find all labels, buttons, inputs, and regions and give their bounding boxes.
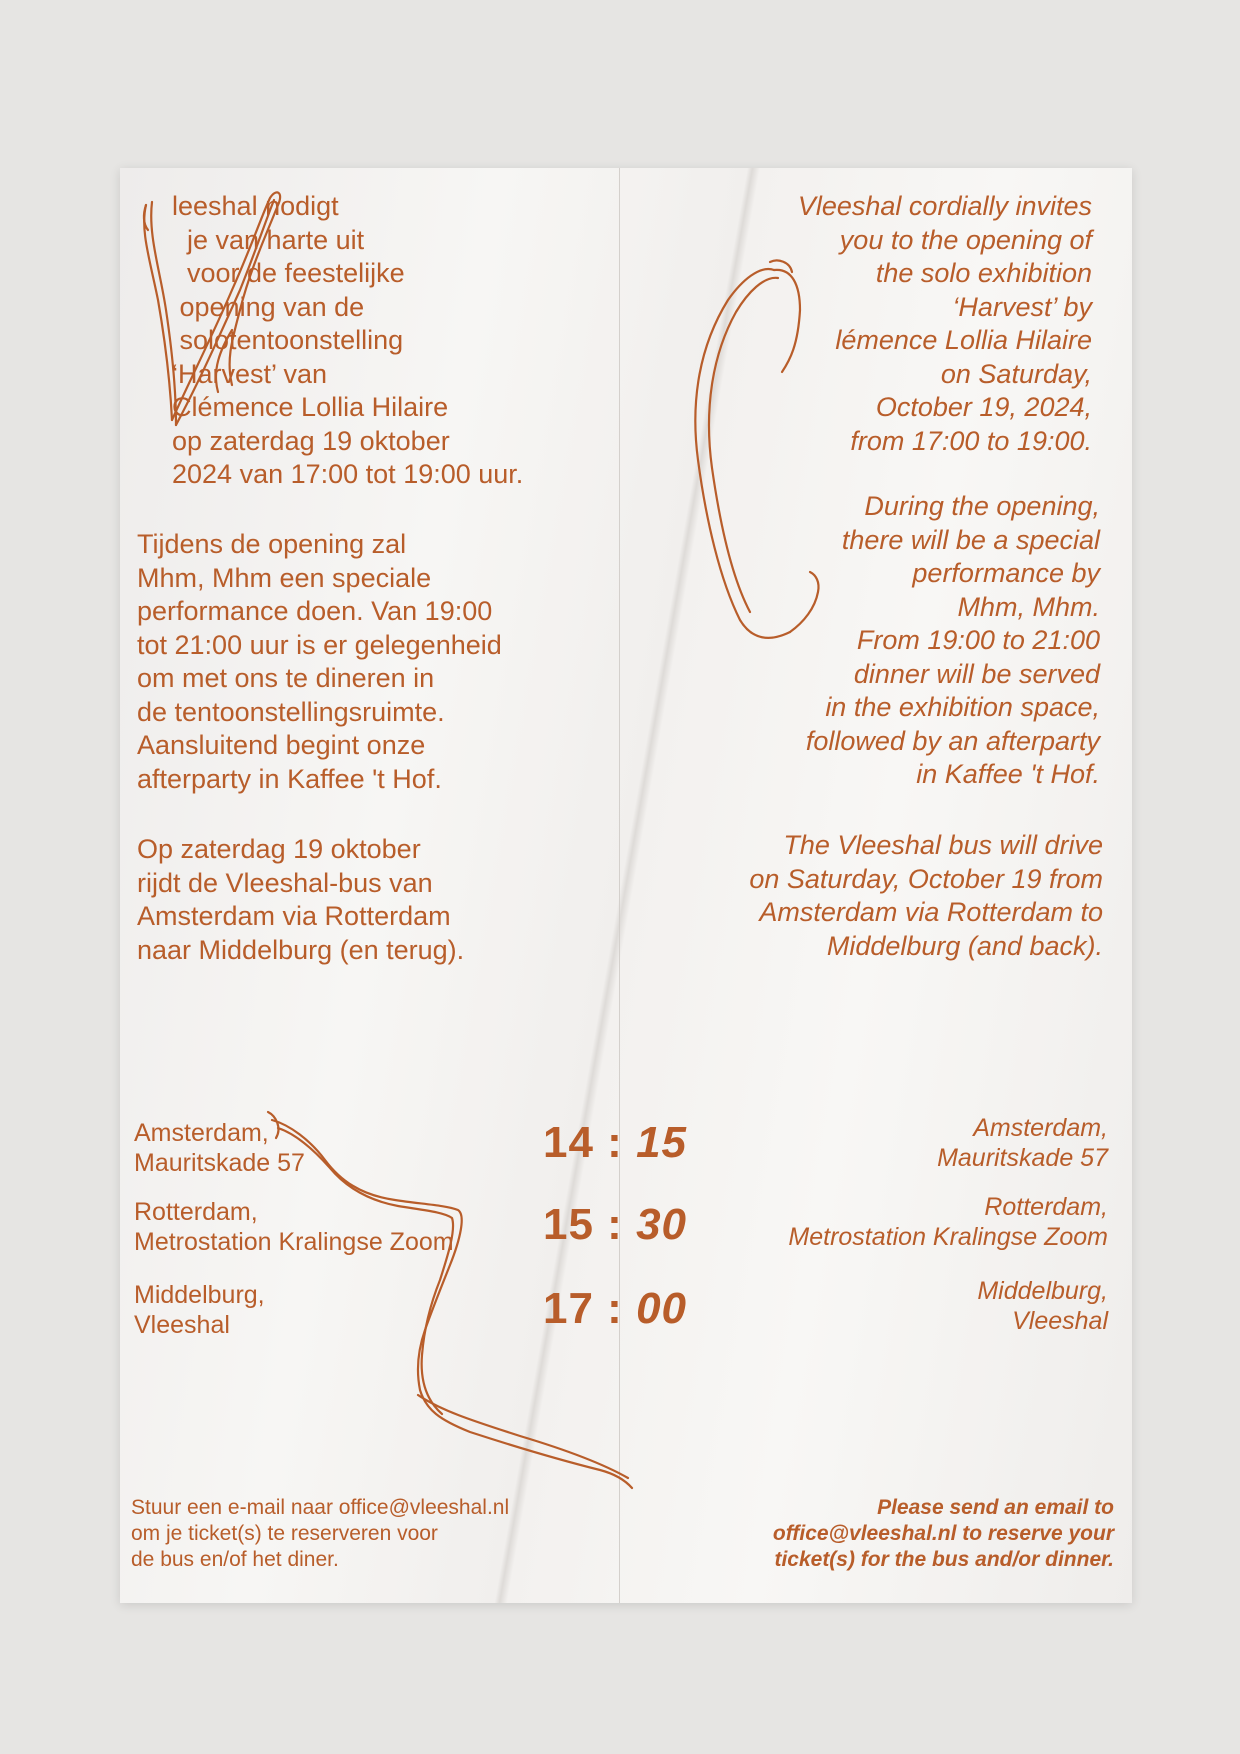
time-hour: 14	[543, 1118, 594, 1167]
en-intro: Vleeshal cordially invites you to the opening of the solo exhibition ‘Harvest’ by lémence Lollia Hilaire on Saturday, October 19, 2024, from 17:00 to 19:00.	[797, 191, 1092, 456]
nl-intro: leeshal nodigt je van harte uit voor de feestelijke opening van de solotentoonstelling ‘Harvest’ van Clémence Lollia Hilaire op zaterdag 19 oktober 2024 van 17:00 tot 19:00 uur.	[172, 191, 524, 489]
nl-stop-rotterdam: Rotterdam, Metrostation Kralingse Zoom	[134, 1198, 454, 1256]
nl-stop-amsterdam: Amsterdam, Mauritskade 57	[134, 1119, 305, 1177]
en-stop-middelburg: Middelburg, Vleeshal	[977, 1277, 1108, 1335]
time-hour: 15	[543, 1200, 594, 1249]
time-minute: 30	[636, 1200, 688, 1249]
time-amsterdam: 14 : 15	[543, 1118, 688, 1167]
time-rotterdam: 15 : 30	[543, 1200, 688, 1249]
nl-stop-middelburg: Middelburg, Vleeshal	[134, 1281, 265, 1339]
nl-bus-info: Op zaterdag 19 oktober rijdt de Vleeshal-bus van Amsterdam via Rotterdam naar Middelburg (en terug).	[137, 834, 465, 965]
nl-performance: Tijdens de opening zal Mhm, Mhm een speciale performance doen. Van 19:00 tot 21:00 uur is er gelegenheid om met ons te dineren in de tentoonstellingsruimte. Aansluitend begint onze afterparty in Kaffee 't Hof.	[137, 529, 502, 794]
paper-fold	[619, 168, 620, 1603]
en-stop-amsterdam: Amsterdam, Mauritskade 57	[937, 1114, 1108, 1172]
nl-footer: Stuur een e-mail naar office@vleeshal.nl om je ticket(s) te reserveren voor de bus en/of het diner.	[131, 1496, 510, 1571]
time-hour: 17	[543, 1284, 594, 1333]
time-minute: 15	[636, 1118, 688, 1167]
time-middelburg: 17 : 00	[543, 1284, 688, 1333]
en-stop-rotterdam: Rotterdam, Metrostation Kralingse Zoom	[788, 1193, 1108, 1251]
time-minute: 00	[636, 1284, 688, 1333]
en-footer: Please send an email to office@vleeshal.nl to reserve your ticket(s) for the bus and/or dinner.	[772, 1496, 1114, 1571]
en-performance: During the opening, there will be a special performance by Mhm, Mhm. From 19:00 to 21:00 dinner will be served in the exhibition space, followed by an afterparty in Kaffee 't Hof.	[805, 491, 1100, 789]
en-bus-info: The Vleeshal bus will drive on Saturday, October 19 from Amsterdam via Rotterdam to Middelburg (and back).	[749, 830, 1103, 961]
